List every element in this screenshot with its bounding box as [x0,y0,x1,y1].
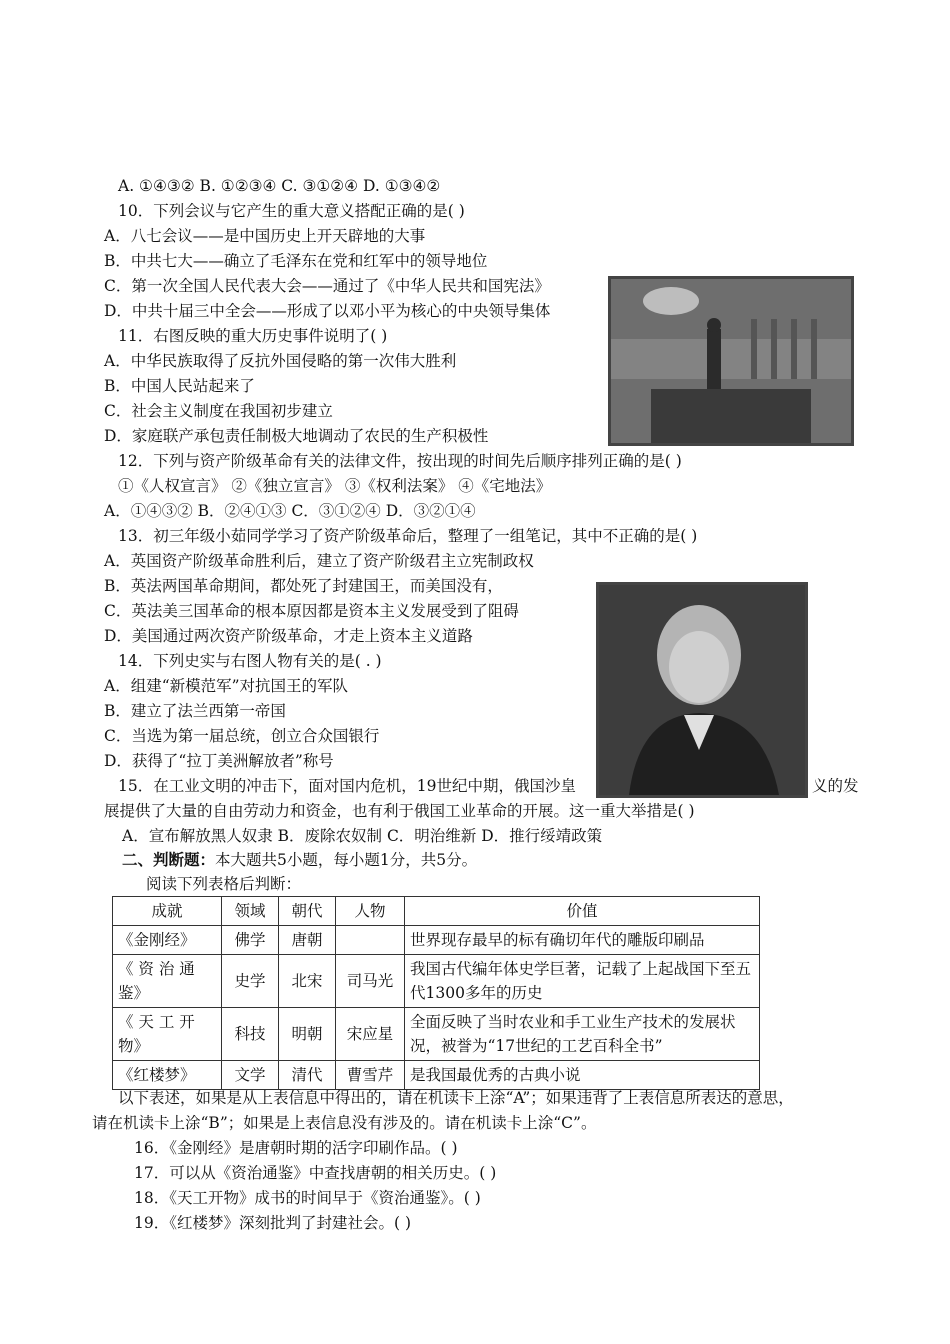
header-cell: 人物 [336,897,405,926]
section-heading [122,850,477,870]
text-line: A．英国资产阶级革命胜利后，建立了资产阶级君主立宪制政权 [104,552,534,570]
table-cell: 司马光 [336,955,405,1008]
header-cell: 领域 [222,897,279,926]
table-cell: 史学 [222,955,279,1008]
table-cell: 清代 [279,1061,336,1090]
header-cell: 价值 [405,897,760,926]
text-line: D．中共十届三中全会——形成了以邓小平为核心的中央领导集体 [104,302,551,320]
text-line: D．美国通过两次资产阶级革命，才走上资本主义道路 [104,627,473,645]
text-line: A．宣布解放黑人奴隶 B．废除农奴制 C．明治维新 D．推行绥靖政策 [122,827,603,845]
table-cell: 世界现存最早的标有确切年代的雕版印刷品 [405,926,760,955]
text-line: A．组建“新模范军”对抗国王的军队 [104,677,349,695]
text-line: 16．《金刚经》是唐朝时期的活字印刷作品。( ) [134,1139,458,1157]
text-line: C．当选为第一届总统，创立合众国银行 [104,727,380,745]
text-line: D．获得了“拉丁美洲解放者”称号 [104,752,334,770]
text-line: 19．《红楼梦》深刻批判了封建社会。( ) [134,1214,411,1232]
table-cell: 《 天 工 开物》 [113,1008,222,1061]
text-line: C．社会主义制度在我国初步建立 [104,402,333,420]
achievements-table [112,896,760,1090]
text-line: B．建立了法兰西第一帝国 [104,702,286,720]
section-heading-text: 本大题共5小题，每小题1分，共5分。 [215,851,478,869]
header-cell: 朝代 [279,897,336,926]
section-heading-label: 二、判断题： [122,850,216,869]
text-line: ①《人权宣言》 ②《独立宣言》 ③《权利法案》 ④《宅地法》 [118,477,552,495]
text-line: B．英法两国革命期间，都处死了封建国王，而美国没有， [104,577,503,595]
table-cell: 唐朝 [279,926,336,955]
text-line: 18．《天工开物》成书的时间早于《资治通鉴》。( ) [134,1189,481,1207]
text-line: A．①④③② B．②④①③ C．③①②④ D．③②①④ [104,502,476,520]
header-cell: 成就 [113,897,222,926]
text-line: 15．在工业文明的冲击下，面对国内危机，19世纪中期，俄国沙皇 [118,777,576,795]
text-line: A. ①④③② B. ①②③④ C. ③①②④ D. ①③④② [118,177,441,195]
text-line: A．八七会议——是中国历史上开天辟地的大事 [104,227,426,245]
text-line: 以下表述，如果是从上表信息中得出的，请在机读卡上涂“A”；如果违背了上表信息所表达的意思， [118,1089,794,1107]
text-line: B．中共七大——确立了毛泽东在党和红军中的领导地位 [104,252,488,270]
text-line: 义的发 [812,777,859,795]
text-line: 展提供了大量的自由劳动力和资金，也有利于俄国工业革命的开展。这一重大举措是( ) [104,802,695,820]
table-cell: 明朝 [279,1008,336,1061]
ceremony-scene-image [611,279,851,443]
portrait-photo [596,582,808,798]
text-line: 12．下列与资产阶级革命有关的法律文件，按出现的时间先后顺序排列正确的是( ) [118,452,682,470]
table-cell [336,926,405,955]
table-cell: 北宋 [279,955,336,1008]
table-cell: 曹雪芹 [336,1061,405,1090]
historical-event-photo [608,276,854,446]
text-line: 请在机读卡上涂“B”；如果是上表信息没有涉及的。请在机读卡上涂“C”。 [92,1114,597,1132]
table-row [113,1008,760,1061]
text-line: 11．右图反映的重大历史事件说明了( ) [118,327,388,345]
table-cell: 文学 [222,1061,279,1090]
table-row [113,955,760,1008]
text-line: 阅读下列表格后判断： [146,875,302,893]
table-header-row [113,897,760,926]
text-line: C．第一次全国人民代表大会——通过了《中华人民共和国宪法》 [104,277,550,295]
text-line: 10．下列会议与它产生的重大意义搭配正确的是( ) [118,202,465,220]
table-cell: 全面反映了当时农业和手工业生产技术的发展状况，被誉为“17世纪的工艺百科全书” [405,1008,760,1061]
table-cell: 《金刚经》 [113,926,222,955]
portrait-image [599,585,805,795]
table-cell: 是我国最优秀的古典小说 [405,1061,760,1090]
table-cell: 宋应星 [336,1008,405,1061]
table-cell: 佛学 [222,926,279,955]
text-line: 13．初三年级小茹同学学习了资产阶级革命后，整理了一组笔记，其中不正确的是( ) [118,527,698,545]
table-cell: 我国古代编年体史学巨著，记载了上起战国下至五代1300多年的历史 [405,955,760,1008]
text-line: B．中国人民站起来了 [104,377,255,395]
table-cell: 《红楼梦》 [113,1061,222,1090]
text-line: 14．下列史实与右图人物有关的是( . ) [118,652,382,670]
table-cell: 科技 [222,1008,279,1061]
table-row [113,1061,760,1090]
text-line: A．中华民族取得了反抗外国侵略的第一次伟大胜利 [104,352,457,370]
text-line: 17．可以从《资治通鉴》中查找唐朝的相关历史。( ) [134,1164,497,1182]
table-row [113,926,760,955]
text-line: D．家庭联产承包责任制极大地调动了农民的生产积极性 [104,427,489,445]
text-line: C．英法美三国革命的根本原因都是资本主义发展受到了阻碍 [104,602,519,620]
table-cell: 《 资 治 通鉴》 [113,955,222,1008]
